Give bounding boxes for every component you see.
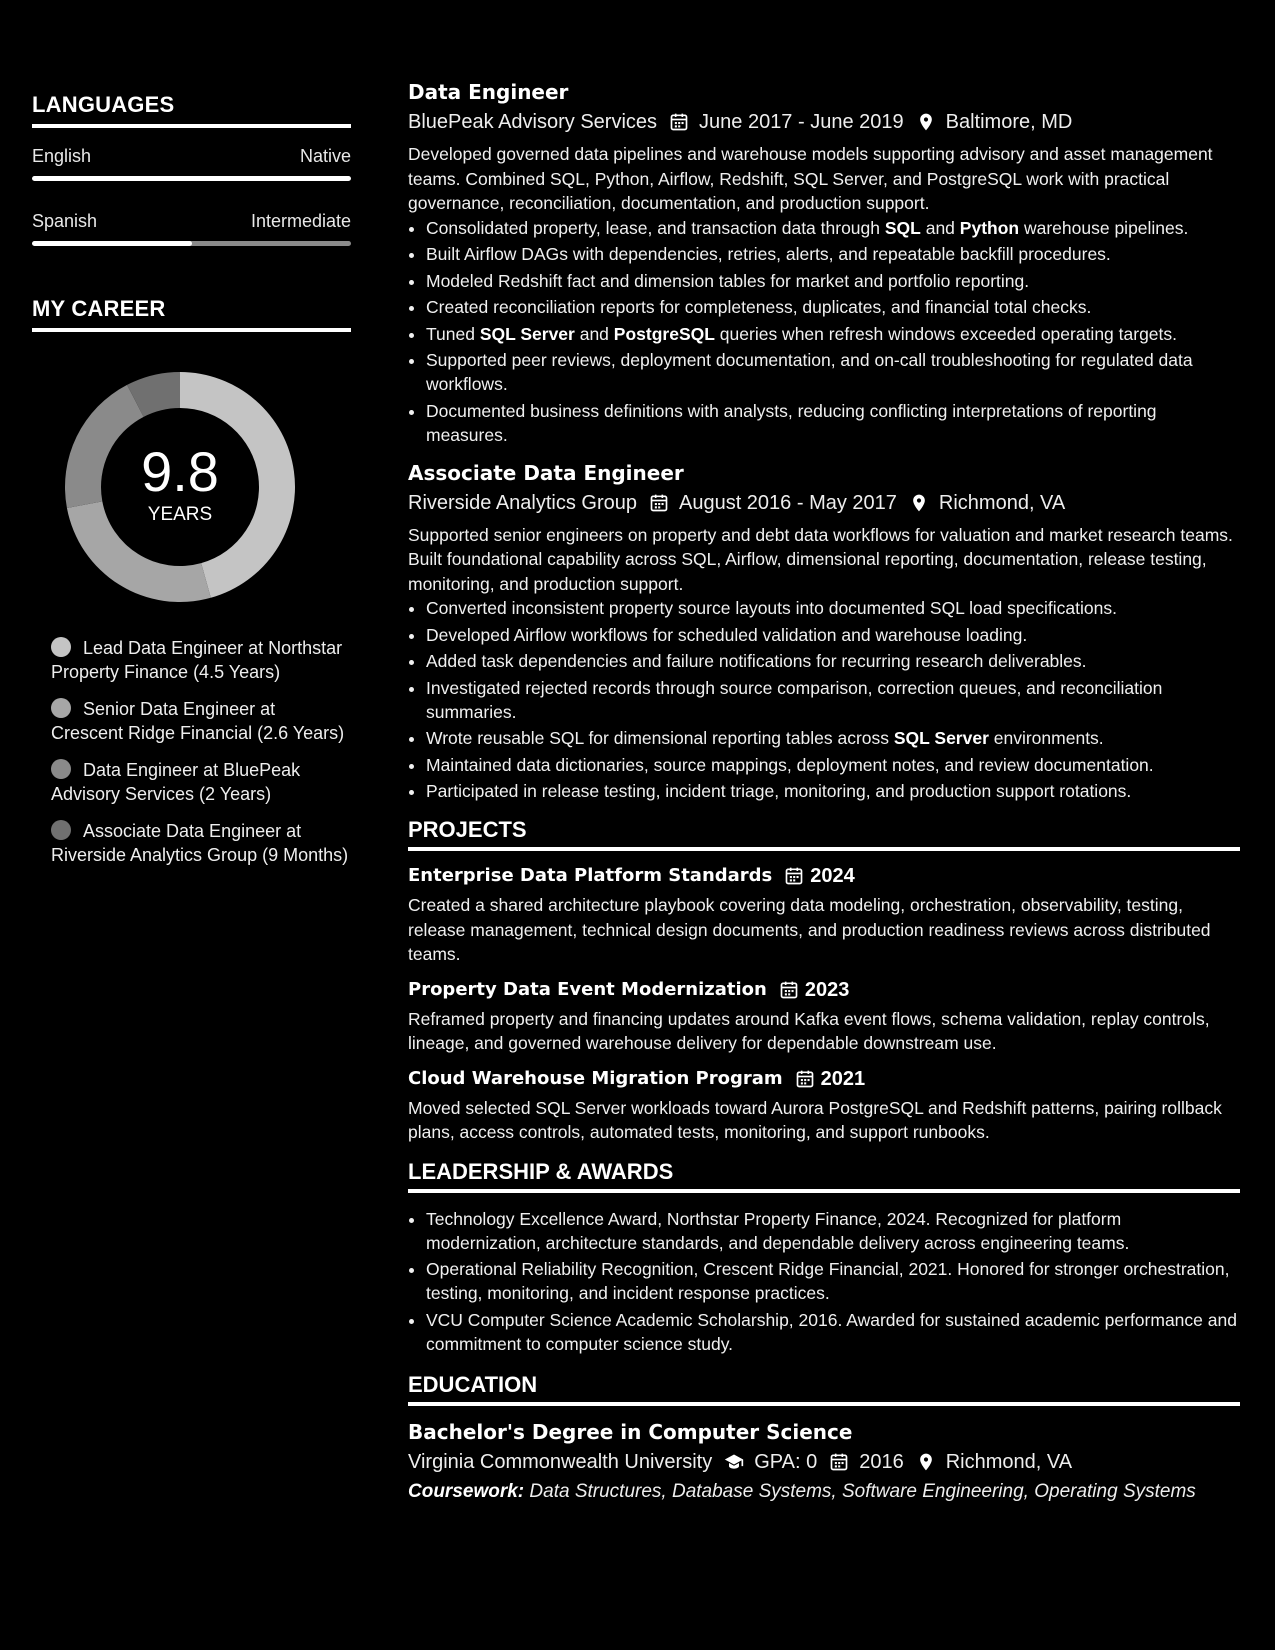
language-item bbox=[32, 211, 351, 246]
job-bullet bbox=[426, 726, 1240, 750]
education-meta bbox=[408, 1449, 1240, 1475]
job-bullet bbox=[426, 399, 1240, 447]
projects-heading: PROJECTS bbox=[408, 817, 1240, 851]
job-location: Richmond, VA bbox=[938, 491, 1066, 514]
project-year: 2024 bbox=[810, 865, 855, 887]
donut-center bbox=[65, 372, 295, 602]
calendar-icon bbox=[784, 866, 804, 886]
project-year: 2023 bbox=[804, 978, 850, 1001]
bullet-text: Wrote reusable SQL for dimensional reporting tables across bbox=[426, 728, 894, 748]
career-legend-item bbox=[51, 819, 351, 867]
experience-section bbox=[408, 78, 1240, 803]
job-bullet bbox=[426, 322, 1240, 346]
career-legend-item bbox=[51, 697, 351, 745]
bullet-text: Built Airflow DAGs with dependencies, retries, alerts, and repeatable backfill procedures. bbox=[426, 244, 1111, 264]
bullet-text: Documented business definitions with analysts, reducing conflicting interpretations of reporting measures. bbox=[426, 400, 1157, 445]
job-meta bbox=[408, 490, 1240, 516]
job-bullets bbox=[426, 216, 1240, 447]
language-proficiency-fill bbox=[32, 241, 192, 246]
leadership-heading: LEADERSHIP & AWARDS bbox=[408, 1159, 1240, 1193]
bullet-text: Supported peer reviews, deployment documentation, and on-call troubleshooting for regulated data workflows. bbox=[426, 350, 1193, 394]
bullet-text: Investigated rejected records through source comparison, correction queues, and reconciliation summaries. bbox=[426, 677, 1163, 722]
bullet-keyword: SQL Server bbox=[893, 728, 989, 748]
legend-dot bbox=[51, 637, 71, 657]
calendar-icon bbox=[649, 493, 669, 513]
bullet-keyword: PostgreSQL bbox=[613, 323, 715, 344]
language-level: Intermediate bbox=[250, 211, 351, 231]
school-name: Virginia Commonwealth University bbox=[408, 1450, 713, 1473]
job-summary: Developed governed data pipelines and warehouse models supporting advisory and asset management teams. Combined SQL, Python, Airflow, Redshift, SQL Server, and PostgreSQL work with practical governance, reconciliation, documentation, and production support. bbox=[408, 144, 1213, 213]
coursework-list: Data Structures, Database Systems, Software Engineering, Operating Systems bbox=[529, 1480, 1196, 1502]
bullet-text: Tuned bbox=[426, 323, 480, 344]
award-item: • Technology Excellence Award, Northstar Property Finance, 2024. Recognized for platform modernization, architecture standards, and dependable delivery across engineering teams. bbox=[426, 1207, 1240, 1255]
languages-heading: LANGUAGES bbox=[32, 92, 351, 128]
projects-list bbox=[408, 863, 1240, 1145]
bullet-keyword: Python bbox=[959, 217, 1020, 238]
legend-dot bbox=[51, 759, 71, 779]
bullet-text: Developed Airflow workflows for scheduled validation and warehouse loading. bbox=[426, 624, 1028, 645]
job-title: Data Engineer bbox=[408, 80, 569, 104]
main-content bbox=[408, 78, 1240, 1503]
career-years-unit: YEARS bbox=[147, 504, 213, 525]
job-bullet bbox=[426, 295, 1240, 319]
bullet-text: Consolidated property, lease, and transaction data through bbox=[426, 217, 885, 238]
job-bullet bbox=[426, 216, 1240, 240]
job-bullet bbox=[426, 753, 1240, 777]
project-title: Property Data Event Modernization bbox=[408, 978, 767, 1000]
calendar-icon bbox=[795, 1069, 815, 1089]
bullet-text: Created reconciliation reports for completeness, duplicates, and financial total checks. bbox=[426, 297, 1092, 317]
map-pin-icon bbox=[916, 1452, 936, 1472]
bullet-text: Added task dependencies and failure notifications for recurring research deliverables. bbox=[426, 651, 1087, 671]
award-item: • VCU Computer Science Academic Scholarship, 2016. Awarded for sustained academic performance and commitment to computer science study. bbox=[426, 1308, 1240, 1356]
experience-entry bbox=[408, 78, 1240, 447]
legend-dot bbox=[51, 698, 71, 718]
education-entry bbox=[408, 1418, 1240, 1503]
career-total-years: 9.8 bbox=[141, 440, 219, 503]
career-role-label: Lead Data Engineer at Northstar Property Finance (4.5 Years) bbox=[51, 638, 343, 682]
calendar-icon bbox=[829, 1452, 849, 1472]
language-item bbox=[32, 146, 351, 181]
project-description: Created a shared architecture playbook covering data modeling, orchestration, observability, testing, release management, technical design documents, and production readiness reviews across distributed teams. bbox=[408, 895, 1211, 964]
bullet-text: warehouse pipelines. bbox=[1019, 217, 1189, 238]
career-heading: MY CAREER bbox=[32, 296, 351, 332]
project-description: Moved selected SQL Server workloads toward Aurora PostgreSQL and Redshift patterns, pairing rollback plans, access controls, automated tests, monitoring, and support runbooks. bbox=[408, 1097, 1222, 1142]
bullet-keyword: SQL bbox=[884, 217, 921, 238]
languages-list bbox=[32, 146, 351, 246]
project-title-row bbox=[408, 863, 1240, 889]
bullet-text: environments. bbox=[988, 728, 1104, 748]
career-role-label: Senior Data Engineer at Crescent Ridge Financial (2.6 Years) bbox=[51, 699, 345, 743]
language-level: Native bbox=[299, 146, 351, 166]
bullet-text: Converted inconsistent property source layouts into documented SQL load specifications. bbox=[426, 598, 1117, 618]
language-proficiency-fill bbox=[32, 176, 351, 181]
language-name: English bbox=[32, 146, 92, 166]
job-bullet bbox=[426, 779, 1240, 803]
career-legend bbox=[32, 636, 351, 867]
job-meta bbox=[408, 109, 1240, 135]
career-section bbox=[32, 296, 351, 867]
job-dates: August 2016 - May 2017 bbox=[678, 491, 897, 514]
project-description: Reframed property and financing updates around Kafka event flows, schema validation, replay controls, lineage, and governed warehouse delivery for dependable downstream use. bbox=[408, 1008, 1210, 1053]
map-pin-icon bbox=[916, 112, 936, 132]
job-bullet bbox=[426, 596, 1240, 620]
job-location: Baltimore, MD bbox=[945, 111, 1073, 133]
bullet-text: Modeled Redshift fact and dimension tables for market and portfolio reporting. bbox=[426, 270, 1030, 291]
award-item: • Operational Reliability Recognition, Crescent Ridge Financial, 2021. Honored for stronger orchestration, testing, monitoring, and incident response practices. bbox=[426, 1257, 1240, 1305]
awards-list bbox=[426, 1207, 1240, 1356]
job-bullet bbox=[426, 676, 1240, 724]
language-name: Spanish bbox=[32, 211, 98, 231]
career-donut-chart bbox=[65, 372, 295, 602]
career-legend-item bbox=[51, 758, 351, 806]
language-proficiency-bar bbox=[32, 176, 351, 181]
job-bullet bbox=[426, 242, 1240, 266]
legend-dot bbox=[51, 820, 71, 840]
project-title: Cloud Warehouse Migration Program bbox=[408, 1067, 783, 1089]
job-dates: June 2017 - June 2019 bbox=[699, 111, 904, 133]
coursework bbox=[408, 1481, 1240, 1503]
education-heading: EDUCATION bbox=[408, 1372, 1240, 1406]
bullet-text: Participated in release testing, incident triage, monitoring, and production support rotations. bbox=[426, 781, 1132, 801]
language-proficiency-bar bbox=[32, 241, 351, 246]
calendar-icon bbox=[779, 980, 799, 1000]
bullet-keyword: SQL Server bbox=[479, 323, 575, 344]
language-row bbox=[32, 211, 351, 232]
job-bullets bbox=[426, 596, 1240, 803]
language-row bbox=[32, 146, 351, 167]
project-entry bbox=[408, 863, 1240, 967]
gpa: GPA: 0 bbox=[754, 1450, 818, 1473]
project-year: 2021 bbox=[820, 1067, 866, 1090]
bullet-text: queries when refresh windows exceeded operating targets. bbox=[714, 323, 1178, 344]
career-role-label: Associate Data Engineer at Riverside Analytics Group (9 Months) bbox=[51, 821, 349, 865]
job-bullet bbox=[426, 269, 1240, 293]
project-entry bbox=[408, 977, 1240, 1056]
job-bullet bbox=[426, 649, 1240, 673]
career-role-label: Data Engineer at BluePeak Advisory Services (2 Years) bbox=[51, 760, 301, 804]
education-location: Richmond, VA bbox=[945, 1450, 1073, 1473]
calendar-icon bbox=[669, 112, 689, 132]
company-name: BluePeak Advisory Services bbox=[408, 111, 658, 133]
career-legend-item bbox=[51, 636, 351, 684]
graduation-cap-icon bbox=[724, 1452, 744, 1472]
bullet-text: and bbox=[574, 323, 614, 344]
graduation-year: 2016 bbox=[859, 1450, 904, 1473]
job-title: Associate Data Engineer bbox=[408, 460, 684, 485]
bullet-text: and bbox=[920, 217, 960, 238]
coursework-label: Coursework: bbox=[408, 1480, 525, 1502]
project-title: Enterprise Data Platform Standards bbox=[408, 865, 773, 886]
project-title-row bbox=[408, 977, 1240, 1003]
sidebar bbox=[32, 92, 351, 880]
degree-title: Bachelor's Degree in Computer Science bbox=[408, 1419, 853, 1444]
job-bullet bbox=[426, 348, 1240, 396]
company-name: Riverside Analytics Group bbox=[408, 491, 637, 514]
bullet-text: Maintained data dictionaries, source mappings, deployment notes, and review documentation. bbox=[426, 754, 1154, 775]
map-pin-icon bbox=[909, 493, 929, 513]
project-entry bbox=[408, 1066, 1240, 1145]
job-bullet bbox=[426, 623, 1240, 647]
job-summary: Supported senior engineers on property and debt data workflows for valuation and market research teams. Built foundational capability across SQL, Airflow, dimensional reporting, documentation, release testing, monitoring, and production support. bbox=[408, 524, 1233, 594]
project-title-row bbox=[408, 1066, 1240, 1092]
experience-entry bbox=[408, 459, 1240, 804]
